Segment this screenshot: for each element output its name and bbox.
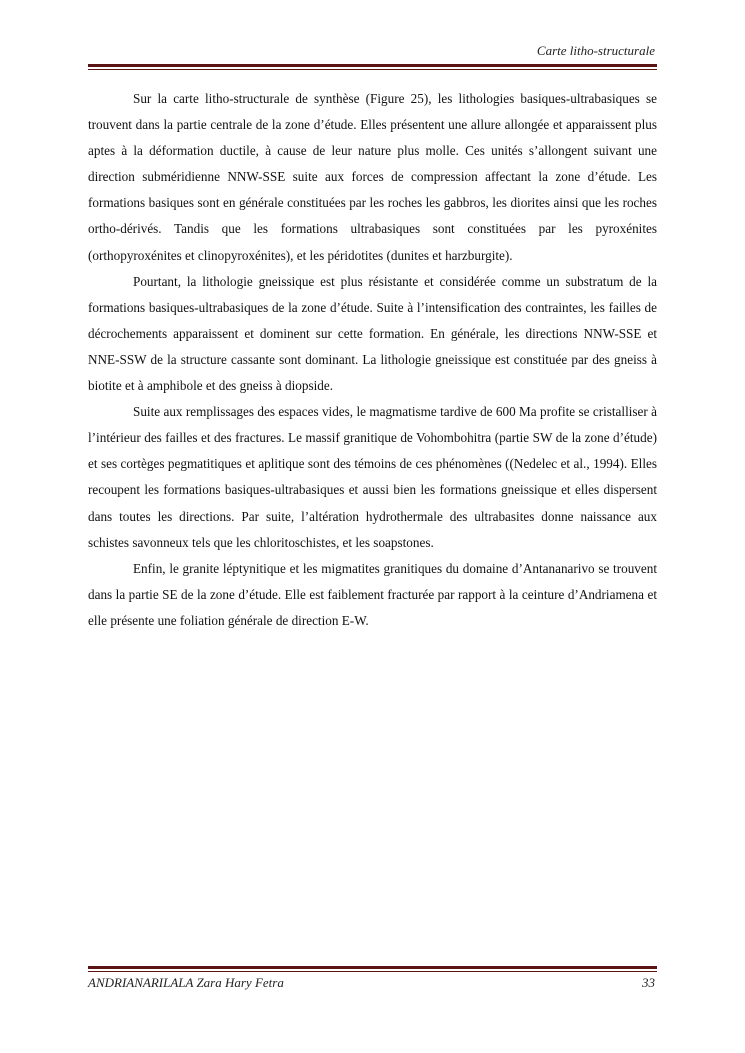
header-divider (88, 64, 657, 70)
paragraph-4: Enfin, le granite léptynitique et les migmatites granitiques du domaine d’Antananarivo se trouvent dans la partie SE de la zone d’étude. Elle est faiblement fracturée par rapport à la ceinture d’Andriamena et elle présente une foliation générale de direction E-W. (88, 560, 657, 628)
page-number: 33 (642, 975, 655, 990)
body-text (88, 86, 657, 634)
footer-divider (88, 966, 657, 972)
paragraph-2: Pourtant, la lithologie gneissique est plus résistante et considérée comme un substratum de la formations basiques-ultrabasiques de la zone d’étude. Suite à l’intensification des contraintes, les failles de décrochements apparaissent et dominent sur cette formation. En générale, les directions NNW-SSE et NNE-SSW de la structure cassante sont dominant. La lithologie gneissique est constituée par des gneiss à biotite et à amphibole et des gneiss à diopside. (88, 273, 657, 394)
running-header-title: Carte litho-structurale (536, 43, 655, 58)
footer-author: ANDRIANARILALA Zara Hary Fetra (88, 975, 284, 990)
paragraph-3: Suite aux remplissages des espaces vides, le magmatisme tardive de 600 Ma profite se cristalliser à l’intérieur des failles et des fractures. Le massif granitique de Vohombohitra (partie SW de la zone d’étude) et ses cortèges pegmatitiques et aplitique sont des témoins de ces phénomènes ((Nedelec et al., 1994). Elles recoupent les formations basiques-ultrabasiques et aussi bien les formations gneissique et elles dispersent dans toutes les directions. Par suite, l’altération hydrothermale des ultrabasites donne naissance aux schistes savonneux tels que les chloritoschistes, et les soapstones. (88, 404, 657, 550)
paragraph-1: Sur la carte litho-structurale de synthèse (Figure 25), les lithologies basiques-ultrabasiques se trouvent dans la partie centrale de la zone d’étude. Elles présentent une allure allongée et apparaissent plus aptes à la déformation ductile, à cause de leur nature plus molle. Ces unités s’allongent suivant une direction subméridienne NNW-SSE suite aux forces de compression affectant la zone d’étude. Les formations basiques sont en générale constituées par les roches les gabbros, les diorites ainsi que les roches ortho-dérivés. Tandis que les formations ultrabasiques sont constituées par les pyroxénites (orthopyroxénites et clinopyroxénites), et les péridotites (dunites et harzburgite). (88, 91, 657, 263)
